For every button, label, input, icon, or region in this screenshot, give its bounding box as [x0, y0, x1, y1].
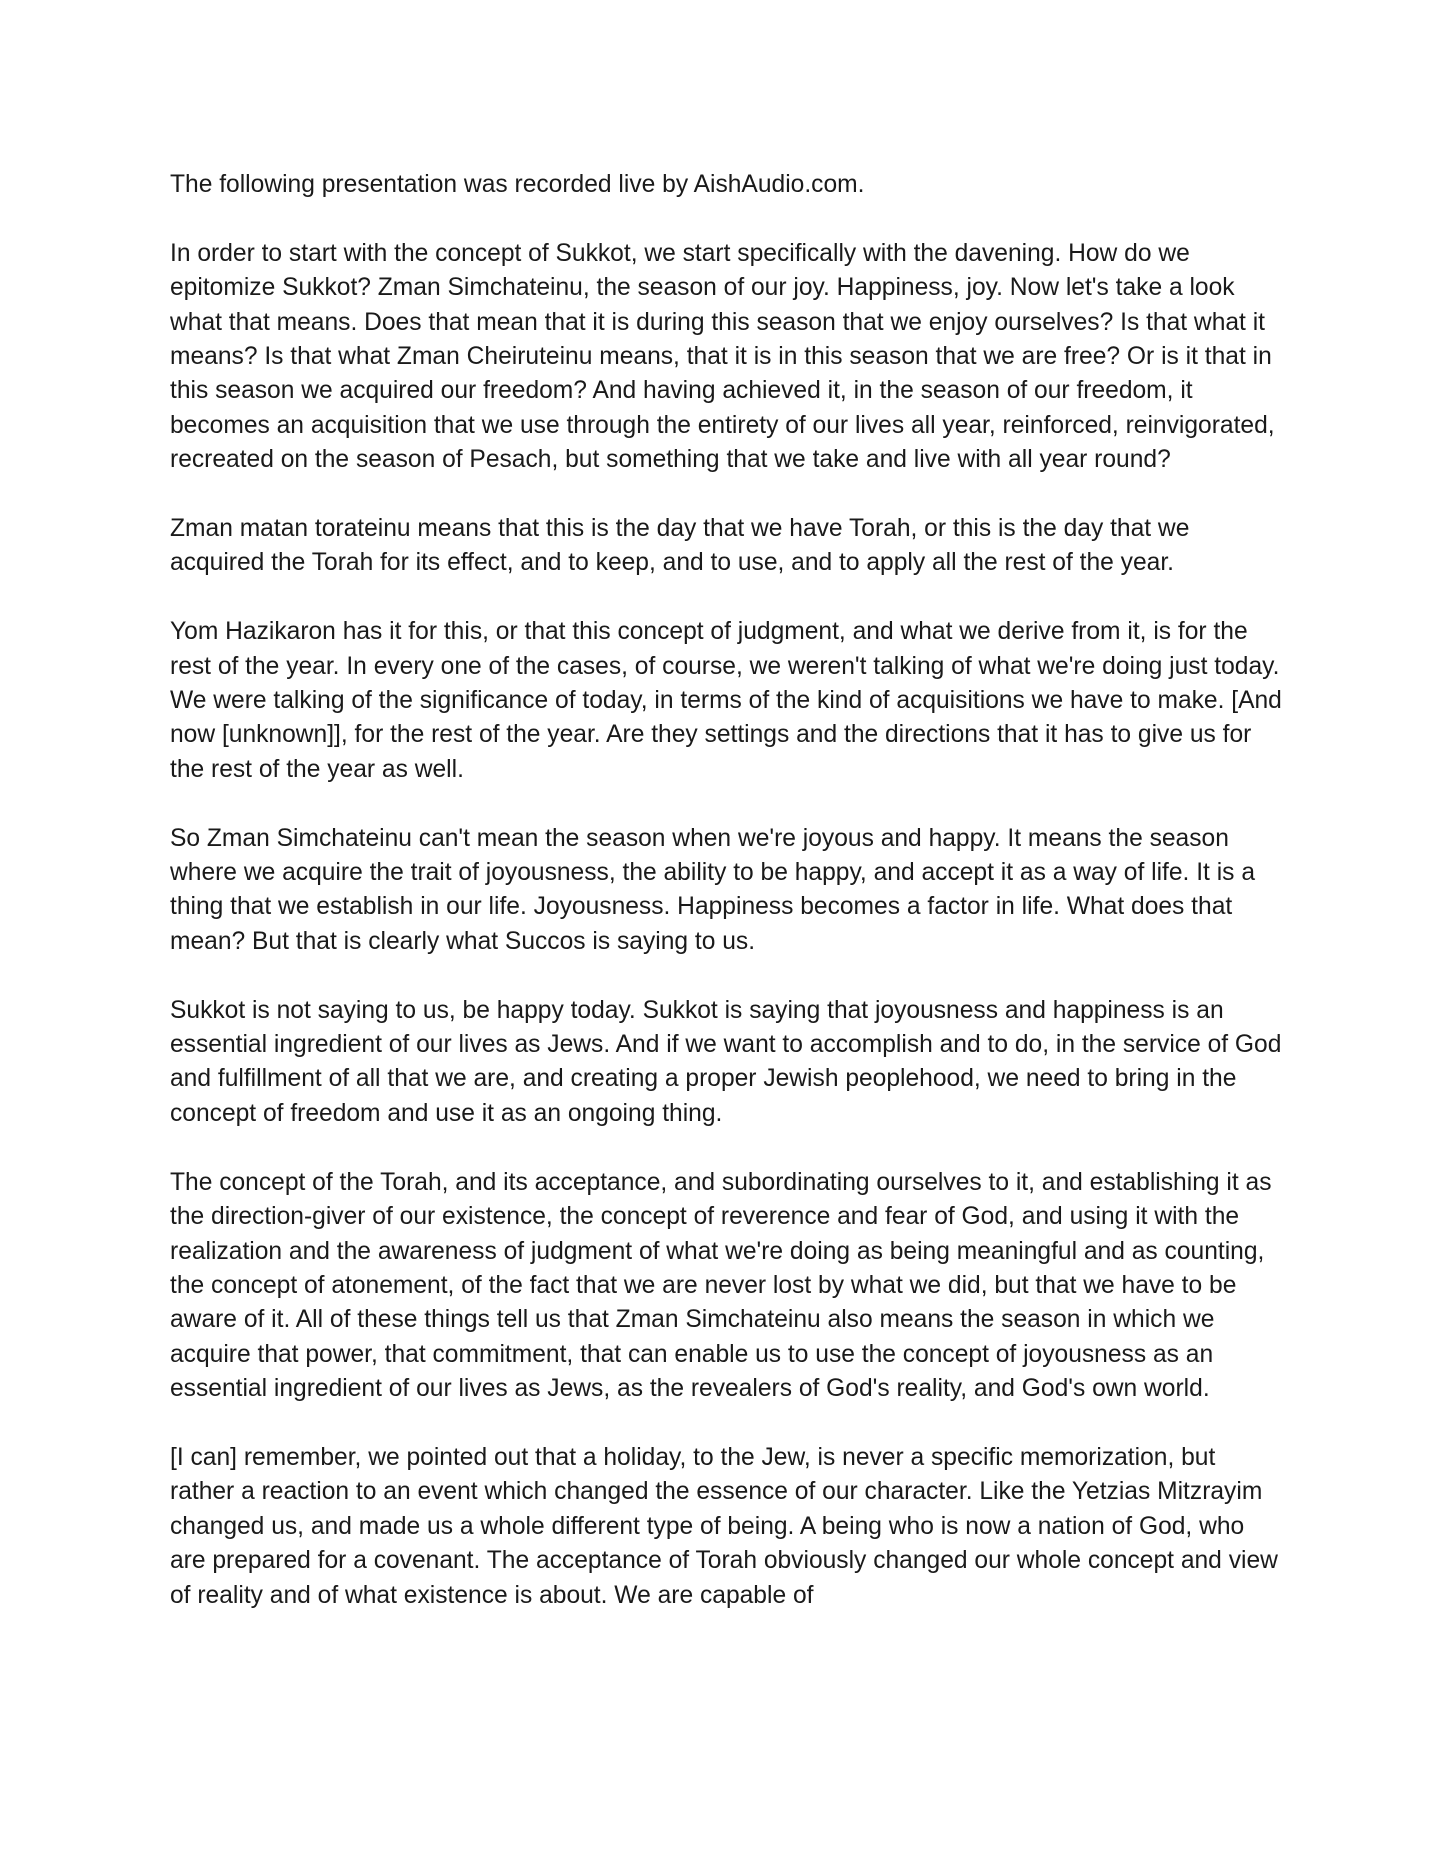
- body-paragraph: [I can] remember, we pointed out that a holiday, to the Jew, is never a specific memorization, but rather a reaction to an event which changed the essence of our character. Like the Yetzias Mitzrayim changed us, and made us a whole different type of being. A being who is now a nation of God, who are prepared for a covenant. The acceptance of Torah obviously changed our whole concept and view of reality and of what existence is about. We are capable of: [170, 1443, 1278, 1609]
- body-paragraph: The concept of the Torah, and its acceptance, and subordinating ourselves to it, and establishing it as the direction-giver of our existence, the concept of reverence and fear of God, and using it with the realization and the awareness of judgment of what we're doing as being meaningful and as counting, the concept of atonement, of the fact that we are never lost by what we did, but that we have to be aware of it. All of these things tell us that Zman Simchateinu also means the season in which we acquire that power, that commitment, that can enable us to use the concept of joyousness as an essential ingredient of our lives as Jews, as the revealers of God's reality, and God's own world.: [170, 1168, 1272, 1403]
- body-paragraph: In order to start with the concept of Sukkot, we start specifically with the davening. How do we epitomize Sukkot? Zman Simchateinu, the season of our joy. Happiness, joy. Now let's take a look what that means. Does that mean that it is during this season that we enjoy ourselves? Is that what it means? Is that what Zman Cheiruteinu means, that it is in this season that we are free? Or is it that in this season we acquired our freedom? And having achieved it, in the season of our freedom, it becomes an acquisition that we use through the entirety of our lives all year, reinforced, reinvigorated, recreated on the season of Pesach, but something that we take and live with all year round?: [170, 239, 1275, 474]
- body-paragraph: Yom Hazikaron has it for this, or that this concept of judgment, and what we derive from it, is for the rest of the year. In every one of the cases, of course, we weren't talking of what we're doing just today. We were talking of the significance of today, in terms of the kind of acquisitions we have to make. [And now [unknown]], for the rest of the year. Are they settings and the directions that it has to give us for the rest of the year as well.: [170, 618, 1282, 783]
- intro-paragraph: The following presentation was recorded live by AishAudio.com.: [170, 171, 865, 198]
- body-paragraph: So Zman Simchateinu can't mean the season when we're joyous and happy. It means the season where we acquire the trait of joyousness, the ability to be happy, and accept it as a way of life. It is a thing that we establish in our life. Joyousness. Happiness becomes a factor in life. What does that mean? But that is clearly what Succos is saying to us.: [170, 824, 1255, 955]
- document-page: [170, 168, 1286, 1647]
- body-paragraph: Sukkot is not saying to us, be happy today. Sukkot is saying that joyousness and happiness is an essential ingredient of our lives as Jews. And if we want to accomplish and to do, in the service of God and fulfillment of all that we are, and creating a proper Jewish peoplehood, we need to bring in the concept of freedom and use it as an ongoing thing.: [170, 996, 1282, 1127]
- body-paragraph: Zman matan torateinu means that this is the day that we have Torah, or this is the day that we acquired the Torah for its effect, and to keep, and to use, and to apply all the rest of the year.: [170, 515, 1190, 577]
